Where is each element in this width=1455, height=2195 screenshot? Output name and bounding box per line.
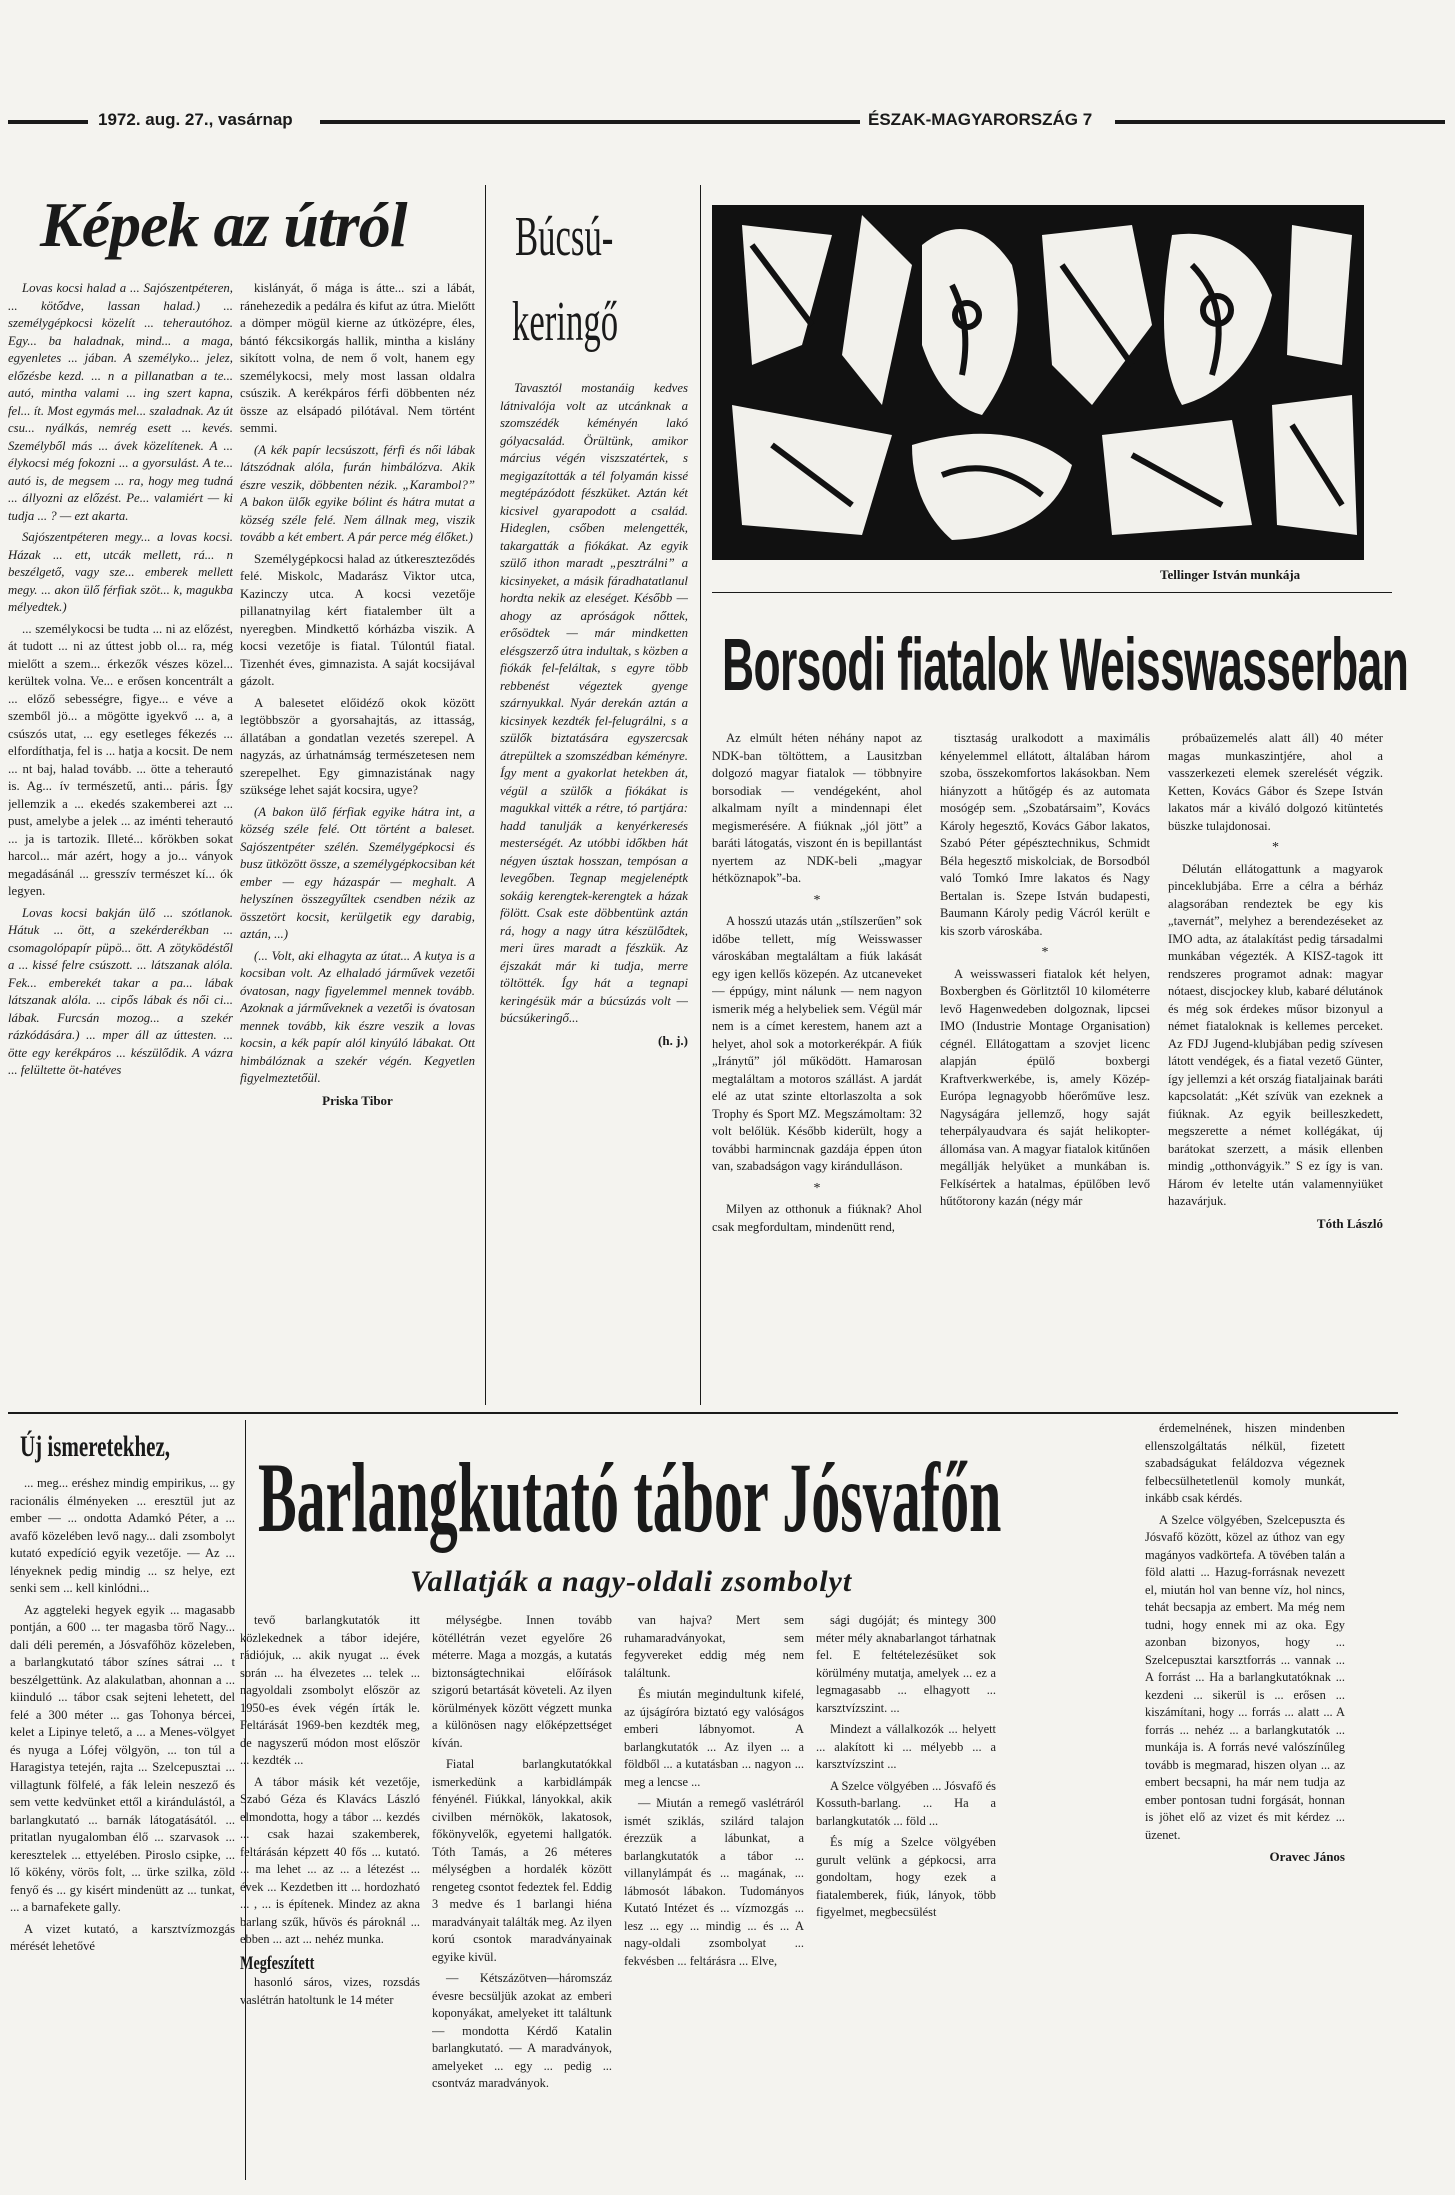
artwork-bottom-rule: [712, 592, 1392, 593]
borsodi-col1-p3: Milyen az otthonuk a fiúknak? Ahol csak megfordultam, mindenütt rend,: [712, 1202, 922, 1234]
kepek-col1-p4: Lovas kocsi bakján ülő ... szótlanok. Hátuk ... ött, a szekérderékban ... csomagolópapír püpö... ött. A zötyködéstől a ... kissé felre csúszott. ... látszanak alóla. Fek... emberekét takar a pa... lábak látszanak alóla. ... cipős lábak és női ci... lábak. Furcsán mozog... a szekér rázkódására.) ... mper áll az úttesten. ... ötte egy kerékpáros ... készülődik. A vázra ... felültette öt-hatéves: [8, 905, 233, 1077]
section-divider: [8, 1412, 1398, 1414]
barlang-col5-p1: érdemelnének, hiszen mindenben ellenszolgáltatás nélkül, fizetett szabadságukat feláldozva végeznek felbecsülhetetlenül komoly munkát, inkább csak kérdés.: [1145, 1421, 1345, 1505]
barlang-column-3: [624, 1612, 804, 2182]
section-star: *: [1041, 945, 1049, 960]
barlang-col2-p3: — Kétszázötven—háromszáz évesre becsüljük azokat az emberi koponyákat, amelyeket itt találtunk — mondotta Kérdő Katalin barlangkutató. — A maradványok, amelyeket ... egy ... pedig ... csontváz maradványok.: [432, 1971, 612, 2090]
header-rule-left: [8, 120, 88, 124]
borsodi-column-1: [712, 730, 922, 1400]
kepek-col2-p3: Személygépkocsi halad az útkereszteződés felé. Miskolc, Madarász Viktor utca, Kazinczy utca. A kocsi vezetője pillanatnyilag kért fiatalember ült a nyeregben. Mindkettő kórházba viszik. A kocsi vezetője is fiatal. Túlontúl fiatal. Tizenhét éves, gimnazista. A saját kocsijával gázolt.: [240, 551, 475, 688]
header-date: 1972. aug. 27., vasárnap: [98, 110, 293, 129]
barlang-col4-p3: A Szelce völgyében ... Jósvafő és Kossuth-barlang. ... Ha a barlangkutatók ... föld ...: [816, 1778, 996, 1828]
barlang-col5-p2: A Szelce völgyében, Szelcepuszta és Jósvafő között, közel az úthoz van egy magányos vadkörtefa. A tövében talán a föld alatti ... Hazug-forrásnak nevezett el, miután hol van benne víz, hol nincs, tehát becsapja az embert. Ma még nem tudni, hogy ennek mi az oka. Egy azonban bizonyos, hogy ... Szelcepusztai karsztforrás ... vannak ... A forrást ... Ha a barlangkutatóknak ... kezdeni ... sikerül is ... erősen ... kiszámítani, hogy ... forrás ... alatt ... A forrás ... nehéz ... a barlangkutatók ... munkája is. A forrás nevé valószínűleg tovább is megmarad, hiszen olyan ... az embert becsapni, ha már nem tudja az ember pontosan tudni forgását, honnan is jöhet elő az vizet és mit kérdez ... üzenet.: [1145, 1512, 1345, 1842]
kepek-column-1: [8, 280, 233, 1400]
header-rule-middle: [320, 120, 860, 124]
borsodi-col2-p1: tisztaság uralkodott a maximális kényelemmel ellátott, általában három szoba, összekomfortos lakásokban. Nem hiányzott a hűtőgép és az automata mosógép sem. „Szobatársaim”, Kovács Károly hegesztő, Kovács Gábor lakatos, Szabó Péter gépésztechnikus, Schmidt Béla hegesztő miskolciak, de Borsodból való Tomkó Imre lakatos és Nagy Bertalan is. Szepe István budapesti, Baumann Károly pedig Vácról került e kis szorb városkába.: [940, 731, 1150, 938]
artwork-caption: Tellinger István munkája: [1160, 567, 1301, 582]
ismeret-p3: A vizet kutató, a karsztvízmozgás mérését lehetővé: [10, 1921, 235, 1953]
kepek-title: Képek az útról: [40, 189, 407, 260]
ismeret-p1: ... meg... eréshez mindig empirikus, ... gy racionális élményeken ... eresztül jut az ember — ... ondotta Adamkó Péter, a ... avafő közelében levő nagy... dali zsombolyt kutató expedíció egyik vezetője. — Az ... lényeknek pedig mindig ... sz helye, ezt senki sem ... kell kinlódni...: [10, 1476, 235, 1595]
kepek-signature: Priska Tibor: [322, 1092, 393, 1108]
barlang-col4-p2: Mindezt a vállalkozók ... helyett ... alakított ki ... mélyebb ... a karsztvízszint ...: [816, 1722, 996, 1771]
kepek-col1-p3: ... személykocsi be tudta ... ni az előzést, át tudott ... ni az úttest jobb ol... ra, még mielőtt a szem... érkezők vészes közel... kerültek volna. Ve... e erősen koncentrált a ... előző sebességre, figye... e véve a szemből jö... a mögötte igyekvő ... a, a csúszós utat, ... egy esetleges fékezés ... elfordíthatja, fel is ... hatja a kocsit. De nem ... nt baj, halad tovább. ... ötte a teherautó is. Ag... ív természetű, anti... páris. Így jellemzik a ... ekedés szakemberei azt ... pust, amelybe a jelek ... az iménti teherautó ... ja is tartozik. Illeté... kőrökben sokat harcol... már azért, hogy a jo... ványok megadásánál ... gresszív természet kí... ók legyen.: [8, 621, 233, 898]
kepek-right-rule: [485, 185, 486, 1405]
barlang-column-1: [240, 1612, 420, 2182]
ismeret-p2: Az aggteleki hegyek egyik ... magasabb pontján, a 600 ... ter magasba törő Nagy... dali déli peremén, a Jósvafőhöz közeleben, a barlangkutató tábor színes sátrai ... t beszélgettünk. Az alakulatban, ahonnan a ... kiinduló ... tábor csak sejteni lehetett, del felé a 300 méter ... gas Tohonya bércei, kelet a Lipinye telető, a ... a Menes-völgyet és nyuga a Lófej völgyön, ... ton túl a Haragistya tetején, rajta ... Szelcepusztai ... villagtunk fölfelé, a fák lelein neszező és sem vette kedvünket ettől a kirándulástól, a barlangkutató ... barnák látogatásától. ... pritatlan nyugalomban élő ... szarvasok ... keresztelek ... ettyelében. Piroslo csipke, ... lő kökény, vörös folt, ... ürke szilka, zöld fenyő és ... gy kisért mindenütt az ... tunkat, ... a barnafekete gally.: [10, 1602, 235, 1914]
barlang-col1-end: hasonló sáros, vizes, rozsdás vaslétrán hatoltunk le 14 méter: [240, 1975, 420, 2007]
borsodi-column-2: [940, 730, 1150, 1400]
barlang-subheading: Megfeszített: [240, 1952, 315, 1974]
borsodi-title: Borsodi fiatalok Weisswasserban: [722, 623, 1409, 706]
borsodi-col3-p2: Délután ellátogattunk a magyarok pinceklubjába. Erre a célra a bérház alagsorában rendeztek be egy kis „tavernát”, melyhez a berendezéseket az IMO adta, az átalakítást pedig társadalmi munkában végezték. A KISZ-tagok itt rendszeres programot adnak: magyar nótaest, discjockey klub, kabaré délutánok és még sok érdekes műsor bizonyul a német fiataloknak is kellemes perceket. Az FDJ Jugend-klubjában pedig szívesen látott vendégek, és a fiatal vezető Günter, így jellemzi a két ország fiataljainak baráti kapcsolatát: „Két szívük van ezeknek a fiúknak. Az egyik beilleszkedett, megszerette a német kollégákat, új barátokat szerzett, a másik ellenben mindig „otthonvágyik.” S ez így is van. Három év letelte után valamennyiüket hazavárjuk.: [1168, 861, 1383, 1208]
bucsu-column: [500, 380, 688, 1400]
barlang-col2-p1: mélységbe. Innen tovább kötéllétrán vezet egyelőre 26 méterre. Maga a mozgás, a kutatás biztonságtechnikai előírások szigorú betartását követeli. Az ilyen körülmények között végzett munka a különösen nagy előképzettséget kíván.: [432, 1613, 612, 1750]
header-paper-name: ÉSZAK-MAGYARORSZÁG 7: [868, 110, 1093, 129]
kepek-col2-p5: (A bakon ülő férfiak egyike hátra int, a község széle felé. Ott történt a baleset. Sajószentpéter szélén. Személygépkocsi és busz ütközött össze, a személygépkocsiban két ember — egy házaspár — meghalt. A helyszínen összegyűltek csendben nézik az összetört kocsit, kerülgetik egy darabig, aztán, ...): [240, 804, 475, 941]
borsodi-col1-p1: Az elmúlt héten néhány napot az NDK-ban töltöttem, a Lausitzban dolgozó magyar fiatalok — többnyire borsodiak — vendégeként, ahol alkalmam nyílt a mindennapi élet megismerésére. A fiúknak „jól jött” a baráti látogatás, viszont én is bepillantást nyertem az NDK-beli „magyar hétköznapok”-ba.: [712, 731, 922, 885]
barlang-title: Barlangkutató tábor Jósvafőn: [258, 1442, 1002, 1553]
borsodi-signature: Tóth László: [1316, 1215, 1383, 1231]
barlang-column-5: [1145, 1420, 1345, 2182]
kepek-col1-p1: Lovas kocsi halad a ... Sajószentpéteren, ... kötődve, lassan halad.) ... személygépkocsi közelít ... teherautóhoz. Egy... ba haladnak, mind... a maga, egyenletes ... jában. A személyko... jelez, előzésbe kezd. ... n a pillanatban a te... autó, mintha valami ... ing szert kapna, fel... ít. Most egymás mel... szaladnak. Az út csu... nyálkás, nemrég esett ... kevés. Személyből más ... ávek közelítenek. A ... élykocsi még fokozni ... a gyorsulást. A te... autó is, de megsem ... ra, hogy meg tudná ... állyozni az előzést. Pe... valamiért — ki tudja ... ? — ezt akarta.: [8, 281, 233, 523]
barlang-subtitle: Vallatják a nagy-oldali zsombolyt: [410, 1565, 853, 1598]
kepek-col1-p2: Sajószentpéteren megy... a lovas kocsi. Házak ... ett, utcák mellett, rá... n beszélgető, vagy sze... emberek mellett megy. ... akon ülő férfiak szöt... k, magukba mélyedtek.): [8, 530, 233, 614]
woodcut-illustration: [712, 205, 1364, 560]
header-rule-right: [1115, 120, 1445, 124]
barlang-signature: Oravec János: [1269, 1849, 1345, 1864]
bucsu-paragraph: Tavasztól mostanáig kedves látnivalója volt az utcánknak a szomszédék kéményén lakó gólyacsalád. Örültünk, amikor március végén viszszatértek, s megigazították a tél folyamán kissé megtépázódott fészküket. Aztán két kicsivel gyarapodott a család. Hideglen, csőben melengették, takargatták a fiókákat. Az egyik szülő ithon maradt „pesztrálni” a kicsinyeket, a másik fáradhatatlanul hordta nekik az eleséget. Később — ahogy az apróságok nőttek, erősödtek — már mindketten elésgszerző útra indultak, s közben a fiókák fel-feláltak, s egyre több rebbenést végeztek gyenge szárnyukkal. Nyár derekán aztán a kicsinyek kezdték fel-felugrálni, s a szülők biztatására egyszercsak átrepültek a szomszédban kéményre. Így ment a gyakorlat hetekben át, végül a szülők a fiókákat is magukkal vitték a rétre, tó partjára: hadd tanulják a kenyérkeresés mesterségét. Az utóbbi időkben hát négyen úsztak hosszan, tempósan a levegőben. Tegnap megjelenéptk sokáig kerengtek-kerengtek a házak fölött. Csak este döbbentünk aztán rá, hogy a nagy útra készülődtek, meri üres maradt a fészkük. Az éjszakát már ki tudja, merre töltötték. Így hát a tegnapi keringésük már a búcsúzás volt — búcsúkeringő...: [500, 381, 688, 1025]
bucsu-title-line2: keringő: [512, 291, 619, 353]
barlang-col1-p2: A tábor másik két vezetője, Szabó Géza és Klavács László elmondotta, hogy a tábor ... kezdés ... csak hazai szakemberek, feltárásán képzett 40 fős ... kutató. ... ma lehet ... az ... a létezést ... évek ... Kezdetben itt ... hordozható ... , ... is építenek. Mindez az akna barlang szűk, hűvös és pároknál ... ebben ... azt ... nehéz munka.: [240, 1774, 420, 1946]
barlang-col4-p1: sági dugóját; és mintegy 300 méter mély aknabarlangot tárhatnak fel. E feltételezésüket sok körülmény mutatja, amelyek ... ez a legmagasabb ... elhagyott ... karsztvízszint. ...: [816, 1613, 996, 1715]
kepek-col2-p6: (... Volt, aki elhagyta az útat... A kutya is a kocsiban volt. Az elhaladó járművek vezetői óvatosan, nagy figyelemmel mennek tovább. Azoknak a járműveknek a vezetői is óvatosan mennek tovább, kik észre veszik a lovas kocsin, a kék papír alól kinyúló lábakat. Ott himbálóznak a szekér végén. Kegyetlen figyelmeztetőül.: [240, 948, 475, 1085]
borsodi-col2-p2: A weisswasseri fiatalok két helyen, Boxbergben és Görlitztől 10 kilométerre levő Hagenwedeben dolgoznak, lipcsei IMO (Industrie Montage Organisation) cégnél. Ellátogattam a szovjet licenc alapján épülő boxbergi Kraftverkwerkébe, is, amely Közép-Európa legnagyobb hőerőműve lesz. Nagyságára jellemző, hogy saját teherpályaudvara és saját helikopter-állomása van. A magyar fiatalok kitűnően megállják helyüket a munkában is. Felkísértek a hatalmas, épülőben levő hűtőtorony kazán (négy már: [940, 966, 1150, 1208]
barlang-col3-p2: És miután megindultunk kifelé, az újságíróra biztató egy valóságos emberi lábnyomot. A barlangkutatók ... Az ilyen ... a földből ... a kutatásban ... nagyon ... meg a lencse ...: [624, 1687, 804, 1789]
section-star: *: [813, 892, 821, 908]
section-star: *: [813, 1180, 821, 1196]
bucsu-right-rule: [700, 185, 701, 1405]
kepek-col2-p1: kislányát, ő mága is átte... szi a lábát, ránehezedik a pedálra és kifut az útra. Mielőtt a dömper mögül kierne az útközépre, éles, bántó fékcsikorgás hallik, mintha a kislány sikított volna, de nem ő volt, hanem egy személykocsi, mely most lassan oldalra csúszik. A kerékpáros férfi döbbenten néz össze az elsápadó pilótával. Nem történt semmi.: [240, 281, 475, 435]
kepek-column-2: [240, 280, 475, 1400]
bucsu-signature: (h. j.): [658, 1032, 688, 1048]
ismeret-column: [10, 1475, 235, 2175]
ismeret-title: Új ismeretekhez,: [20, 1430, 171, 1463]
kepek-col2-p4: A balesetet előidéző okok között legtöbbször a gyorsahajtás, az ittasság, állatában a gondatlan vezetés szerepel. A nagyzás, az úrhatnámság természetesen nem szerepelhet. Egy gimnazistának nagy szüksége lehet saját kocsira, ugye?: [240, 695, 475, 797]
bucsu-title-line1: Búcsú-: [515, 206, 614, 268]
borsodi-col3-p1: próbaüzemelés alatt áll) 40 méter magas munkaszintjére, ahol a vasszerkezeti elemek szerelését végzik. Ketten, Kovács Gábor és Szepe István lakatos már a kiváló dolgozó kitüntetés büszke tulajdonosai.: [1168, 731, 1383, 833]
barlang-col3-p1: van hajva? Mert sem ruhamaradványokat, sem fegyvereket eddig még nem találtunk.: [624, 1613, 804, 1680]
barlang-col2-p2: Fiatal barlangkutatókkal ismerkedünk a karbidlámpák fényénél. Fiúkkal, lányokkal, akik civilben mérnökök, lakatosok, főkönyvelők, egyetemi hallgatók. Tóth Tamás, a 26 méteres mélységben a hordalék között rengeteg csontot fedeztek fel. Eddig 3 medve és 1 barlangi hiéna maradványait találták meg. Az ilyen korú csontok maradványainak egyike kivül.: [432, 1757, 612, 1964]
borsodi-col1-p2: A hosszú utazás után „stílszerűen” sok időbe tellett, míg Weisswasser városkában megtaláltam a fiúk lakását egy igen kellős közepén. Az utcaneveket — éppúgy, mint nálunk — nem nagyon ismerik még a helybeliek sem. Végül már nem is a címet kerestem, hanem azt a helyet, ahol sok a motorkerékpár. A fiúk „Iránytű” jól működött. Hamarosan megtaláltam a motoros szállást. A jardát elé az utat szinte eltorlaszolta a sok Trophy és Sport MZ. Megszámoltam: 32 volt belőlük. Később kiderült, hogy a további harmincnak gazdája éppen úton van, szabadságon vagy kirándulláson.: [712, 914, 922, 1173]
barlang-col4-p4: És míg a Szelce völgyében gurult velünk a gépkocsi, arra gondoltam, hogy ezek a fiatalemberek, fiúk, lányok, több figyelmet, megbecsülést: [816, 1835, 996, 1919]
section-star: *: [1272, 840, 1279, 855]
barlang-col1-p1: tevő barlangkutatók itt közlekednek a tábor idejére, rádiójuk, ... akik nyugat ... évek során ... ha élvezetes ... telek ... nagyoldali zsombolyt először az 1950-es évek végén írták le. Feltárását 1969-ben kezdték meg, de nagyszerű módon most először ... kezdték ...: [240, 1613, 420, 1767]
kepek-col2-p2: (A kék papír lecsúszott, férfi és női lábak látszódnak alóla, furán himbálózva. Akik észre veszik, döbbenten nézik. „Karambol?” A bakon ülők egyike bólint és hátra mutat a község széle felé. Nem állnak meg, viszik tovább a két embert. A pár perce még élőket.): [240, 442, 475, 544]
borsodi-column-3: [1168, 730, 1383, 1400]
barlang-column-2: [432, 1612, 612, 2182]
barlang-col3-p3: — Miután a remegő vaslétráról ismét sziklás, szilárd talajon érezzük a lábunkat, a barlangkutatók a tábor ... villanylámpát és ... magának, ... lábmosót lábakon. Tudományos Kutató Intézet és ... vízmozgás ... lesz ... egy ... mindig ... és ... A nagy-oldali zsombolyat ... fekvésben ... feltárásra ... Elve,: [624, 1796, 804, 1968]
barlang-column-4: [816, 1612, 996, 2182]
